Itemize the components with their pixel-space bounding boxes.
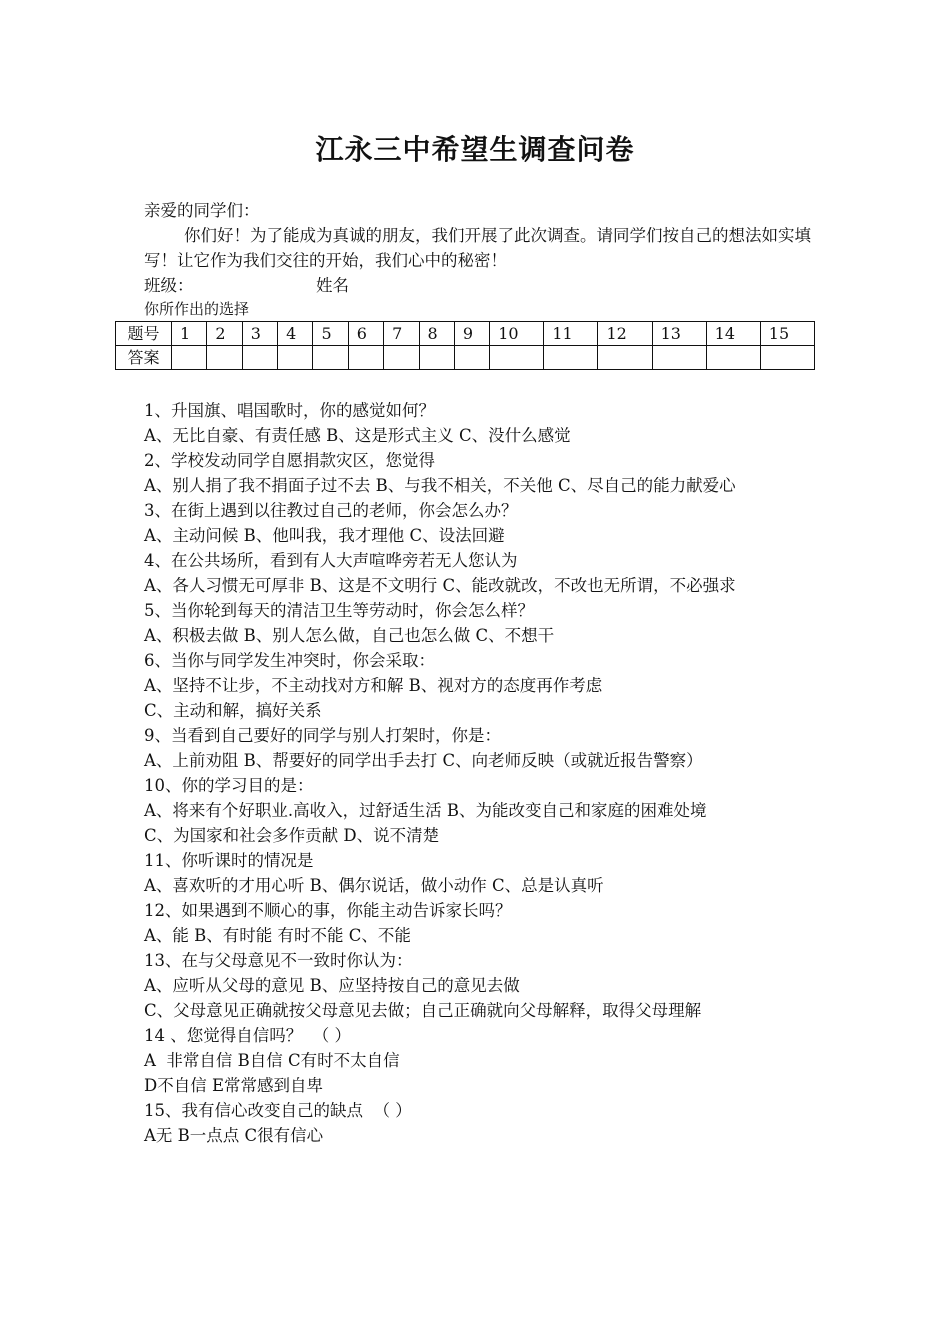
options-line: A、积极去做 B、别人怎么做，自己也怎么做 C、不想干 (144, 626, 555, 645)
question-line: 14 、您觉得自信吗？ （ ） (144, 1026, 351, 1045)
question-line: 9、当看到自己要好的同学与别人打架时，你是： (144, 726, 501, 745)
options-line: A、应听从父母的意见 B、应坚持按自己的意见去做 (144, 976, 520, 995)
question-number-cell: 10 (490, 322, 544, 346)
answer-cell[interactable] (760, 346, 814, 370)
question-number-cell: 5 (313, 322, 348, 346)
options-line: A、能 B、有时能 有时不能 C、不能 (144, 926, 411, 945)
intro-paragraph: 你们好！为了能成为真诚的朋友，我们开展了此次调查。请同学们按自己的想法如实填写！让它作为我们交往的开始，我们心中的秘密！ (144, 226, 811, 270)
options-line: A、各人习惯无可厚非 B、这是不文明行 C、能改就改，不改也无所谓，不必强求 (144, 576, 736, 595)
options-line: A无 B一点点 C很有信心 (144, 1126, 324, 1145)
answer-cell[interactable] (652, 346, 706, 370)
question-line: 10、你的学习目的是： (144, 776, 314, 795)
options-line: C、为国家和社会多作贡献 D、说不清楚 (144, 826, 440, 845)
question-line: 15、我有信心改变自己的缺点 （ ） (144, 1101, 412, 1120)
question-line: 3、在街上遇到以往教过自己的老师，你会怎么办？ (144, 501, 518, 520)
question-number-cell: 6 (348, 322, 383, 346)
options-line: A、主动问候 B、他叫我，我才理他 C、设法回避 (144, 526, 505, 545)
answer-cell[interactable] (384, 346, 419, 370)
options-line: A、上前劝阻 B、帮要好的同学出手去打 C、向老师反映（或就近报告警察） (144, 751, 703, 770)
answer-cell[interactable] (544, 346, 598, 370)
options-line: A、喜欢听的才用心听 B、偶尔说话，做小动作 C、总是认真听 (144, 876, 604, 895)
answer-header: 答案 (116, 346, 172, 370)
options-line: C、父母意见正确就按父母意见去做；自己正确就向父母解释，取得父母理解 (144, 1001, 702, 1020)
question-number-header: 题号 (116, 322, 172, 346)
options-line: A 非常自信 B自信 C有时不太自信 (144, 1051, 400, 1070)
question-number-cell: 1 (172, 322, 207, 346)
answer-cell[interactable] (348, 346, 383, 370)
question-line: 13、在与父母意见不一致时你认为： (144, 951, 413, 970)
answer-cell[interactable] (172, 346, 207, 370)
answer-cell[interactable] (207, 346, 242, 370)
answer-row (116, 346, 815, 370)
question-line: 1、升国旗、唱国歌时，你的感觉如何？ (144, 401, 435, 420)
question-number-cell: 13 (652, 322, 706, 346)
question-number-cell: 14 (706, 322, 760, 346)
options-line: C、主动和解，搞好关系 (144, 701, 322, 720)
question-line: 5、当你轮到每天的清洁卫生等劳动时，你会怎么样？ (144, 601, 534, 620)
options-line: A、将来有个好职业.高收入，过舒适生活 B、为能改变自己和家庭的困难处境 (144, 801, 707, 820)
greeting: 亲爱的同学们： (144, 201, 260, 220)
answer-cell[interactable] (454, 346, 489, 370)
question-number-cell: 12 (598, 322, 652, 346)
answer-table (115, 321, 815, 370)
answer-cell[interactable] (242, 346, 277, 370)
options-line: A、坚持不让步，不主动找对方和解 B、视对方的态度再作考虑 (144, 676, 603, 695)
document-title: 江永三中希望生调查问卷 (315, 133, 635, 166)
question-line: 12、如果遇到不顺心的事，你能主动告诉家长吗？ (144, 901, 512, 920)
question-number-cell: 4 (278, 322, 313, 346)
question-number-cell: 11 (544, 322, 598, 346)
options-line: A、无比自豪、有责任感 B、这是形式主义 C、没什么感觉 (144, 426, 571, 445)
class-label: 班级： (144, 276, 194, 295)
answer-cell[interactable] (598, 346, 652, 370)
question-line: 11、你听课时的情况是 (144, 851, 314, 870)
question-number-cell: 8 (419, 322, 454, 346)
answer-cell[interactable] (313, 346, 348, 370)
question-number-row (116, 322, 815, 346)
answer-cell[interactable] (706, 346, 760, 370)
question-number-cell: 9 (454, 322, 489, 346)
question-line: 6、当你与同学发生冲突时，你会采取： (144, 651, 435, 670)
question-number-cell: 15 (760, 322, 814, 346)
answer-cell[interactable] (419, 346, 454, 370)
options-line: A、别人捐了我不捐面子过不去 B、与我不相关，不关他 C、尽自己的能力献爱心 (144, 476, 736, 495)
question-line: 2、学校发动同学自愿捐款灾区，您觉得 (144, 451, 435, 470)
question-number-cell: 3 (242, 322, 277, 346)
name-label: 姓名 (316, 276, 349, 295)
answer-cell[interactable] (490, 346, 544, 370)
answer-cell[interactable] (278, 346, 313, 370)
options-line: D不自信 E常常感到自卑 (144, 1076, 324, 1095)
class-name-line (144, 273, 824, 298)
question-number-cell: 2 (207, 322, 242, 346)
question-list (144, 398, 844, 1148)
choice-caption: 你所作出的选择 (144, 300, 250, 318)
question-line: 4、在公共场所，看到有人大声喧哗旁若无人您认为 (144, 551, 518, 570)
question-number-cell: 7 (384, 322, 419, 346)
